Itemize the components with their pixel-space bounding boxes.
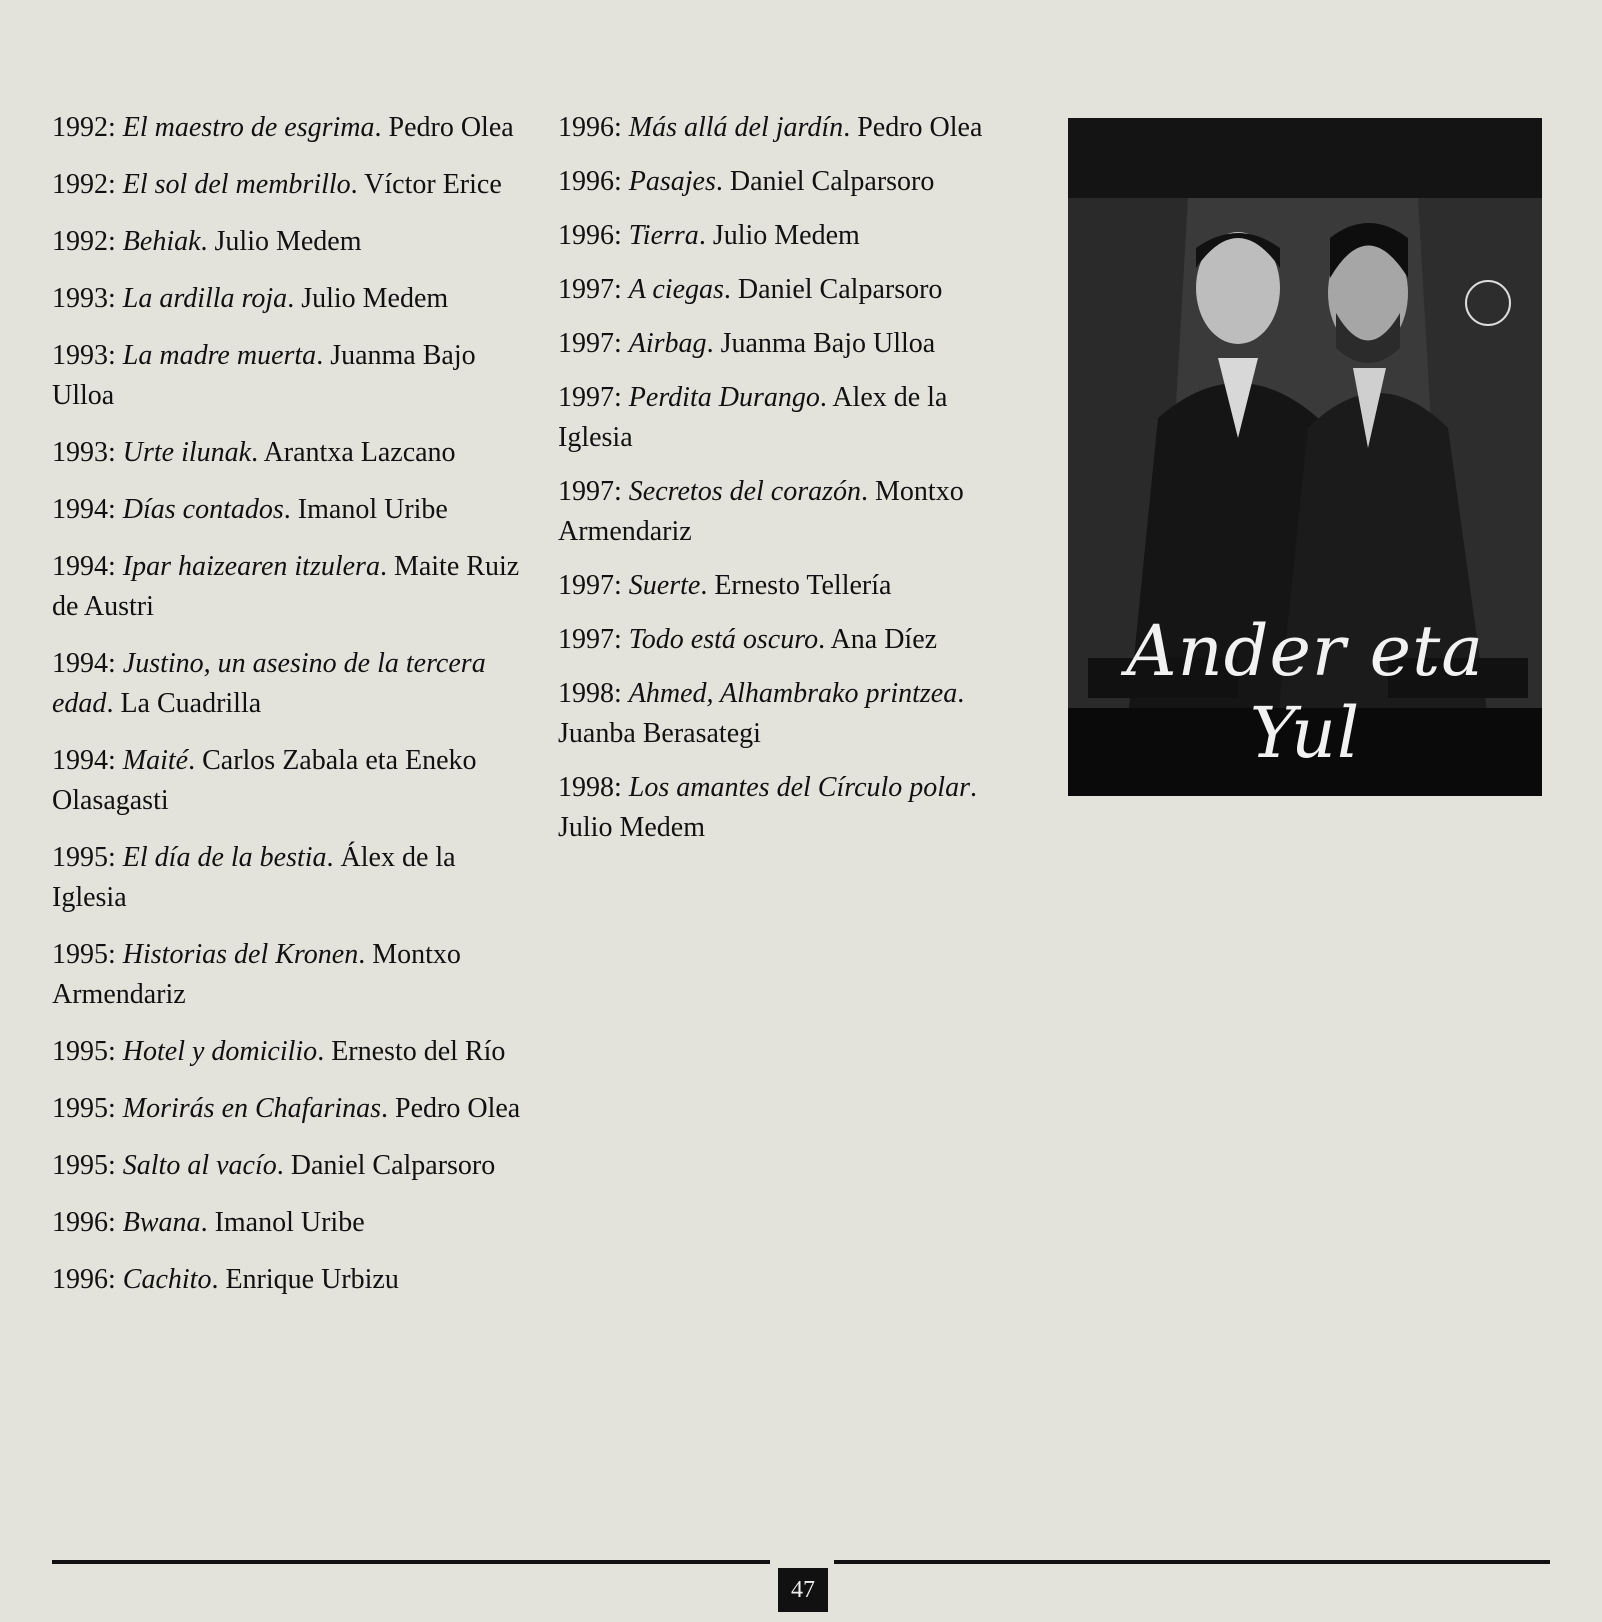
- entry-director: Álex de la Iglesia: [52, 842, 456, 913]
- filmography-entry: 1996: Bwana. Imanol Uribe: [52, 1207, 365, 1238]
- entry-film-title: Urte ilunak: [122, 437, 252, 468]
- entry-year: 1995:: [52, 1150, 116, 1181]
- entry-year: 1997:: [558, 382, 622, 413]
- entry-film-title: Más allá del jardín: [628, 112, 844, 143]
- entry-director: Daniel Calparsoro: [729, 166, 935, 197]
- entry-year: 1998:: [558, 678, 622, 709]
- entry-year: 1995:: [52, 842, 116, 873]
- film-poster-image: [1068, 118, 1542, 796]
- entry-director: Juanma Bajo Ulloa: [52, 340, 476, 411]
- entry-director: Ernesto Tellería: [714, 570, 892, 601]
- entry-year: 1992:: [52, 226, 116, 257]
- entry-year: 1993:: [52, 283, 116, 314]
- entry-director: Julio Medem: [558, 812, 705, 843]
- entry-film-title: Justino, un asesino de la tercera edad: [52, 648, 486, 719]
- entry-film-title: Morirás en Chafarinas: [122, 1093, 382, 1124]
- filmography-entry: 1994: Maité. Carlos Zabala eta Eneko Olasagasti: [52, 745, 477, 816]
- entry-film-title: La madre muerta: [122, 340, 317, 371]
- entry-film-title: El sol del membrillo: [122, 169, 351, 200]
- entry-year: 1995:: [52, 1036, 116, 1067]
- entry-year: 1994:: [52, 745, 116, 776]
- entry-year: 1996:: [558, 166, 622, 197]
- entry-director: Montxo Armendariz: [558, 476, 964, 547]
- filmography-left-column: [52, 108, 532, 1317]
- entry-year: 1995:: [52, 1093, 116, 1124]
- poster-title: Ander eta Yul: [1126, 610, 1484, 774]
- entry-film-title: Maité: [122, 745, 189, 776]
- entry-year: 1997:: [558, 476, 622, 507]
- entry-film-title: Tierra: [628, 220, 699, 251]
- entry-director: Juanba Berasategi: [558, 718, 761, 749]
- filmography-entry: 1993: La ardilla roja. Julio Medem: [52, 283, 449, 314]
- entry-director: Daniel Calparsoro: [737, 274, 943, 305]
- entry-year: 1998:: [558, 772, 622, 803]
- entry-film-title: El día de la bestia: [122, 842, 327, 873]
- entry-year: 1997:: [558, 624, 622, 655]
- entry-year: 1996:: [52, 1264, 116, 1295]
- entry-film-title: Pasajes: [628, 166, 716, 197]
- filmography-entry: 1994: Días contados. Imanol Uribe: [52, 494, 448, 525]
- footer-rule-left: [52, 1560, 770, 1564]
- entry-year: 1996:: [558, 220, 622, 251]
- entry-film-title: Ipar haizearen itzulera: [122, 551, 380, 582]
- filmography-entry: 1998: Los amantes del Círculo polar. Julio Medem: [558, 772, 977, 843]
- filmography-entry: 1997: A ciegas. Daniel Calparsoro: [558, 274, 943, 305]
- filmography-entry: 1995: Hotel y domicilio. Ernesto del Río: [52, 1036, 506, 1067]
- entry-film-title: Secretos del corazón: [628, 476, 862, 507]
- entry-year: 1993:: [52, 437, 116, 468]
- filmography-entry: 1997: Airbag. Juanma Bajo Ulloa: [558, 328, 936, 359]
- entry-film-title: Los amantes del Círculo polar: [628, 772, 970, 803]
- entry-director: Imanol Uribe: [297, 494, 448, 525]
- entry-year: 1996:: [558, 112, 622, 143]
- entry-director: Alex de la Iglesia: [558, 382, 948, 453]
- entry-film-title: Historias del Kronen: [122, 939, 359, 970]
- entry-director: Julio Medem: [301, 283, 449, 314]
- filmography-entry: 1993: Urte ilunak. Arantxa Lazcano: [52, 437, 456, 468]
- filmography-entry: 1997: Perdita Durango. Alex de la Iglesia: [558, 382, 948, 453]
- entry-director: Pedro Olea: [395, 1093, 521, 1124]
- filmography-entry: 1995: Historias del Kronen. Montxo Armendariz: [52, 939, 461, 1010]
- entry-director: Julio Medem: [214, 226, 362, 257]
- entry-year: 1995:: [52, 939, 116, 970]
- entry-year: 1997:: [558, 274, 622, 305]
- footer-rule-right: [834, 1560, 1550, 1564]
- entry-film-title: Todo está oscuro: [628, 624, 819, 655]
- filmography-entry: 1995: El día de la bestia. Álex de la Iglesia: [52, 842, 456, 913]
- filmography-entry: 1992: Behiak. Julio Medem: [52, 226, 362, 257]
- entry-director: Montxo Armendariz: [52, 939, 461, 1010]
- filmography-entry: 1992: El maestro de esgrima. Pedro Olea: [52, 112, 514, 143]
- entry-film-title: Bwana: [122, 1207, 201, 1238]
- entry-director: Maite Ruiz de Austri: [52, 551, 520, 622]
- entry-film-title: Cachito: [122, 1264, 212, 1295]
- entry-director: Julio Medem: [712, 220, 860, 251]
- entry-film-title: Perdita Durango: [628, 382, 820, 413]
- entry-director: Ernesto del Río: [331, 1036, 506, 1067]
- entry-director: Daniel Calparsoro: [290, 1150, 496, 1181]
- filmography-entry: 1997: Suerte. Ernesto Tellería: [558, 570, 892, 601]
- entry-director: Carlos Zabala eta Eneko Olasagasti: [52, 745, 477, 816]
- entry-year: 1994:: [52, 648, 116, 679]
- filmography-entry: 1996: Más allá del jardín. Pedro Olea: [558, 112, 983, 143]
- entry-director: Ana Díez: [830, 624, 938, 655]
- entry-year: 1994:: [52, 551, 116, 582]
- entry-film-title: Salto al vacío: [122, 1150, 277, 1181]
- entry-director: La Cuadrilla: [120, 688, 262, 719]
- filmography-entry: 1996: Tierra. Julio Medem: [558, 220, 860, 251]
- entry-year: 1994:: [52, 494, 116, 525]
- entry-director: Pedro Olea: [388, 112, 514, 143]
- entry-year: 1997:: [558, 570, 622, 601]
- filmography-entry: 1994: Justino, un asesino de la tercera edad. La Cuadrilla: [52, 648, 486, 719]
- entry-director: Enrique Urbizu: [225, 1264, 399, 1295]
- entry-year: 1993:: [52, 340, 116, 371]
- filmography-entry: 1995: Morirás en Chafarinas. Pedro Olea: [52, 1093, 521, 1124]
- entry-film-title: A ciegas: [628, 274, 724, 305]
- filmography-entry: 1995: Salto al vacío. Daniel Calparsoro: [52, 1150, 496, 1181]
- filmography-middle-column: [558, 108, 1028, 862]
- filmography-entry: 1993: La madre muerta. Juanma Bajo Ulloa: [52, 340, 476, 411]
- entry-director: Imanol Uribe: [214, 1207, 365, 1238]
- entry-director: Víctor Erice: [364, 169, 502, 200]
- entry-film-title: Suerte: [628, 570, 701, 601]
- filmography-entry: 1998: Ahmed, Alhambrako printzea. Juanba Berasategi: [558, 678, 965, 749]
- entry-film-title: Behiak: [122, 226, 201, 257]
- entry-film-title: Airbag: [628, 328, 707, 359]
- filmography-entry: 1997: Secretos del corazón. Montxo Armendariz: [558, 476, 964, 547]
- entry-film-title: Ahmed, Alhambrako printzea: [628, 678, 958, 709]
- entry-film-title: Días contados: [122, 494, 284, 525]
- filmography-entry: 1996: Pasajes. Daniel Calparsoro: [558, 166, 935, 197]
- entry-film-title: La ardilla roja: [122, 283, 288, 314]
- filmography-entry: 1992: El sol del membrillo. Víctor Erice: [52, 169, 502, 200]
- entry-film-title: El maestro de esgrima: [122, 112, 375, 143]
- filmography-entry: 1997: Todo está oscuro. Ana Díez: [558, 624, 938, 655]
- entry-director: Juanma Bajo Ulloa: [720, 328, 936, 359]
- entry-year: 1992:: [52, 169, 116, 200]
- page-number: 47: [778, 1568, 828, 1612]
- entry-film-title: Hotel y domicilio: [122, 1036, 318, 1067]
- entry-year: 1997:: [558, 328, 622, 359]
- entry-year: 1996:: [52, 1207, 116, 1238]
- filmography-entry: 1996: Cachito. Enrique Urbizu: [52, 1264, 399, 1295]
- entry-director: Pedro Olea: [857, 112, 983, 143]
- entry-year: 1992:: [52, 112, 116, 143]
- filmography-entry: 1994: Ipar haizearen itzulera. Maite Ruiz de Austri: [52, 551, 520, 622]
- entry-director: Arantxa Lazcano: [263, 437, 456, 468]
